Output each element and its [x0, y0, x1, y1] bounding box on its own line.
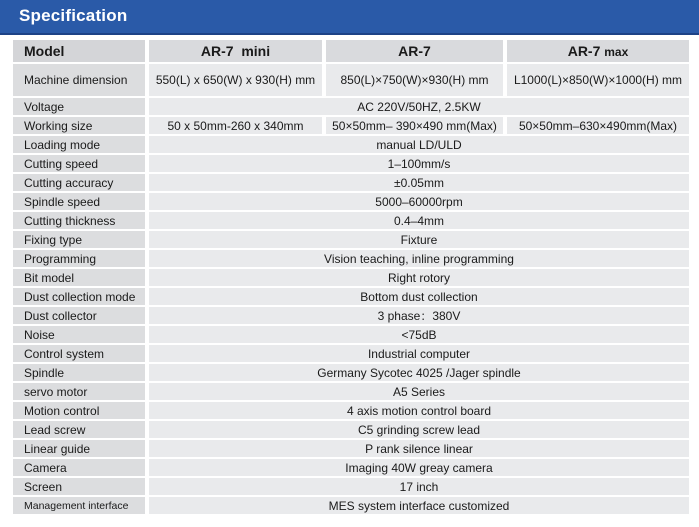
model-header-row — [13, 40, 689, 62]
spec-label: Cutting accuracy — [13, 174, 145, 191]
spec-label: Dust collector — [13, 307, 145, 324]
table-row — [13, 155, 689, 172]
spec-label: Cutting speed — [13, 155, 145, 172]
spec-value: ±0.05mm — [149, 174, 689, 191]
table-row — [13, 212, 689, 229]
spec-value: A5 Series — [149, 383, 689, 400]
table-row — [13, 250, 689, 267]
spec-value: Germany Sycotec 4025 /Jager spindle — [149, 364, 689, 381]
spec-value: Right rotory — [149, 269, 689, 286]
table-row — [13, 326, 689, 343]
spec-label: servo motor — [13, 383, 145, 400]
spec-value: 4 axis motion control board — [149, 402, 689, 419]
model-header-label: Model — [13, 40, 145, 62]
spec-value: <75dB — [149, 326, 689, 343]
spec-value: MES system interface customized — [149, 497, 689, 514]
table-row — [13, 345, 689, 362]
spec-label: Dust collection mode — [13, 288, 145, 305]
spec-label: Linear guide — [13, 440, 145, 457]
table-row — [13, 440, 689, 457]
model-header-max: AR-7 max — [507, 40, 689, 62]
table-row — [13, 364, 689, 381]
model-header-mini: AR-7 mini — [149, 40, 322, 62]
spec-value: P rank silence linear — [149, 440, 689, 457]
table-row — [13, 402, 689, 419]
table-row — [13, 421, 689, 438]
spec-label: Working size — [13, 117, 145, 134]
spec-value-mini: 550(L) x 650(W) x 930(H) mm — [149, 64, 322, 96]
spec-value: AC 220V/50HZ, 2.5KW — [149, 98, 689, 115]
section-header — [0, 0, 699, 35]
spec-value: Bottom dust collection — [149, 288, 689, 305]
spec-value: Fixture — [149, 231, 689, 248]
table-row — [13, 231, 689, 248]
table-row — [13, 269, 689, 286]
spec-label: Bit model — [13, 269, 145, 286]
spec-label: Camera — [13, 459, 145, 476]
table-row — [13, 459, 689, 476]
spec-value: Imaging 40W greay camera — [149, 459, 689, 476]
spec-label: Programming — [13, 250, 145, 267]
spec-label: Spindle speed — [13, 193, 145, 210]
spec-label: Motion control — [13, 402, 145, 419]
spec-value: manual LD/ULD — [149, 136, 689, 153]
spec-label: Lead screw — [13, 421, 145, 438]
section-title: Specification — [19, 6, 128, 25]
table-row — [13, 136, 689, 153]
specification-table — [13, 38, 689, 516]
spec-label: Spindle — [13, 364, 145, 381]
spec-label: Loading mode — [13, 136, 145, 153]
spec-label: Fixing type — [13, 231, 145, 248]
spec-label: Voltage — [13, 98, 145, 115]
spec-label: Management interface — [13, 497, 145, 514]
table-row — [13, 64, 689, 96]
spec-value: 0.4–4mm — [149, 212, 689, 229]
spec-value: 1–100mm/s — [149, 155, 689, 172]
spec-value-mini: 50 x 50mm-260 x 340mm — [149, 117, 322, 134]
spec-value-max: 50×50mm–630×490mm(Max) — [507, 117, 689, 134]
spec-value: C5 grinding screw lead — [149, 421, 689, 438]
table-row — [13, 174, 689, 191]
table-row — [13, 307, 689, 324]
spec-value-standard: 50×50mm– 390×490 mm(Max) — [326, 117, 503, 134]
table-row — [13, 383, 689, 400]
spec-label: Noise — [13, 326, 145, 343]
table-row — [13, 98, 689, 115]
spec-label: Screen — [13, 478, 145, 495]
spec-value: Industrial computer — [149, 345, 689, 362]
spec-value: 17 inch — [149, 478, 689, 495]
model-header-standard: AR-7 — [326, 40, 503, 62]
table-row — [13, 193, 689, 210]
table-row — [13, 117, 689, 134]
spec-label: Cutting thickness — [13, 212, 145, 229]
table-row — [13, 478, 689, 495]
spec-value: 5000–60000rpm — [149, 193, 689, 210]
table-row — [13, 497, 689, 514]
spec-value: 3 phase：380V — [149, 307, 689, 324]
spec-value-max: L1000(L)×850(W)×1000(H) mm — [507, 64, 689, 96]
spec-label: Machine dimension — [13, 64, 145, 96]
spec-value-standard: 850(L)×750(W)×930(H) mm — [326, 64, 503, 96]
table-row — [13, 288, 689, 305]
spec-value: Vision teaching, inline programming — [149, 250, 689, 267]
spec-label: Control system — [13, 345, 145, 362]
